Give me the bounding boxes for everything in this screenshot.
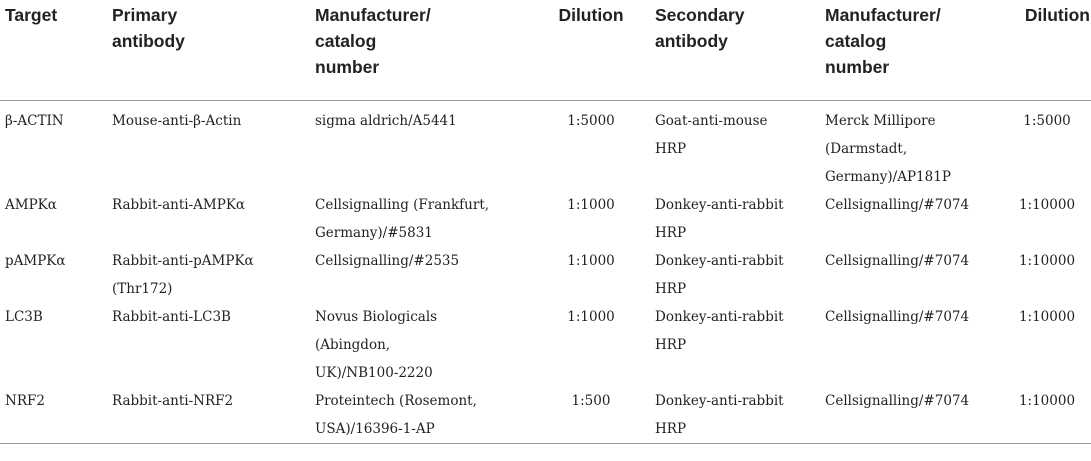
cell-primary-antibody: Rabbit-anti-AMPKα — [112, 197, 246, 213]
header-dilution-2: Dilution — [1000, 0, 1091, 101]
cell-dilution-2: 1:5000 — [1023, 113, 1071, 129]
cell-target: LC3B — [5, 309, 43, 325]
cell-manufacturer-2: Cellsignalling/#7074 — [825, 309, 970, 325]
cell-dilution-1: 1:1000 — [567, 309, 615, 325]
table-row — [0, 101, 1091, 192]
cell-dilution-1: 1:500 — [527, 387, 655, 444]
header-row — [0, 0, 1091, 101]
cell-dilution-1: 1:5000 — [567, 113, 615, 129]
cell-secondary-antibody: Donkey-anti-rabbit HRP — [655, 253, 784, 297]
cell-target: NRF2 — [0, 387, 112, 444]
table-row — [0, 247, 1091, 303]
table-row — [0, 387, 1091, 444]
cell-manufacturer-1: sigma aldrich/A5441 — [315, 113, 457, 129]
cell-target: pAMPKα — [5, 253, 66, 269]
cell-secondary-antibody: Donkey-anti-rabbit HRP — [655, 309, 784, 353]
header-dilution-1: Dilution — [527, 0, 655, 101]
header-target: Target — [0, 0, 112, 101]
table-row — [0, 303, 1091, 387]
cell-secondary-antibody: Goat-anti-mouse HRP — [655, 113, 768, 157]
header-manufacturer-catalog-2: Manufacturer/ catalog number — [825, 0, 1000, 101]
header-primary-antibody: Primary antibody — [112, 0, 315, 101]
cell-manufacturer-2: Cellsignalling/#7074 — [825, 387, 1000, 444]
cell-dilution-1: 1:1000 — [567, 197, 615, 213]
cell-manufacturer-1: Proteintech (Rosemont, USA)/16396-1-AP — [315, 387, 527, 444]
header-manufacturer-catalog-1: Manufacturer/ catalog number — [315, 0, 527, 101]
header-secondary-antibody: Secondary antibody — [655, 0, 825, 101]
cell-manufacturer-1: Cellsignalling (Frankfurt, Germany)/#5831 — [315, 197, 490, 241]
table-header — [0, 0, 1091, 101]
cell-manufacturer-1: Novus Biologicals (Abingdon, UK)/NB100-2220 — [315, 309, 438, 381]
cell-manufacturer-1: Cellsignalling/#2535 — [315, 253, 460, 269]
cell-primary-antibody: Mouse-anti-β-Actin — [112, 113, 242, 129]
table-row — [0, 191, 1091, 247]
cell-manufacturer-2: Cellsignalling/#7074 — [825, 253, 970, 269]
cell-dilution-2: 1:10000 — [1018, 253, 1076, 269]
cell-secondary-antibody: Donkey-anti-rabbit HRP — [655, 387, 825, 444]
cell-target: AMPKα — [5, 197, 57, 213]
cell-primary-antibody: Rabbit-anti-LC3B — [112, 309, 231, 325]
table-body — [0, 101, 1091, 444]
cell-dilution-2: 1:10000 — [1000, 387, 1091, 444]
cell-secondary-antibody: Donkey-anti-rabbit HRP — [655, 197, 784, 241]
cell-dilution-2: 1:10000 — [1018, 197, 1076, 213]
cell-manufacturer-2: Cellsignalling/#7074 — [825, 197, 970, 213]
cell-manufacturer-2: Merck Millipore (Darmstadt, Germany)/AP181P — [825, 113, 951, 185]
cell-target: β-ACTIN — [5, 113, 64, 129]
cell-primary-antibody: Rabbit-anti-pAMPKα (Thr172) — [112, 253, 254, 297]
cell-primary-antibody: Rabbit-anti-NRF2 — [112, 387, 315, 444]
cell-dilution-2: 1:10000 — [1018, 309, 1076, 325]
cell-dilution-1: 1:1000 — [567, 253, 615, 269]
